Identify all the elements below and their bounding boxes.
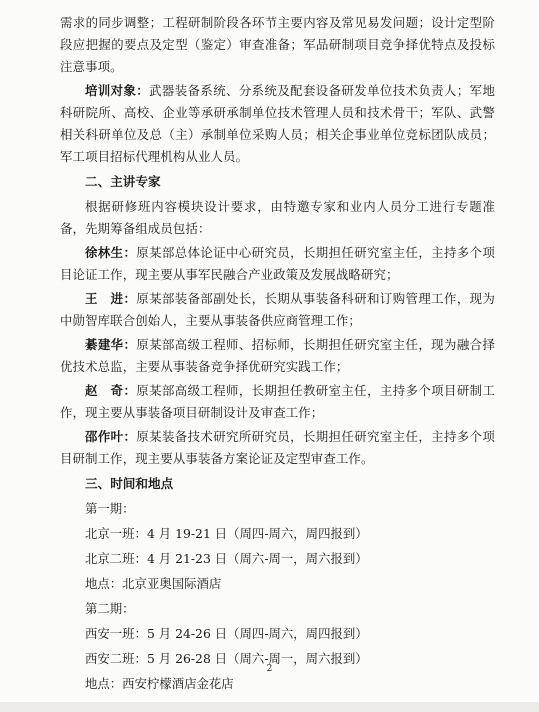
session-class: 北京一班：4 月 19-21 日（周四-周六，周四报到） — [85, 526, 368, 541]
section-heading-time-place: 三、时间和地点 — [85, 476, 174, 491]
audience-label: 培训对象： — [85, 83, 150, 98]
expert-name: 邵作叶： — [85, 429, 137, 444]
expert-name: 綦建华： — [85, 337, 137, 352]
audience-paragraph — [60, 80, 495, 168]
expert-entry — [60, 334, 495, 378]
expert-entry — [60, 242, 495, 286]
session-class: 西安二班：5 月 26-28 日（周六-周一，周六报到） — [85, 651, 368, 666]
session-class: 北京二班：4 月 21-23 日（周六-周一，周六报到） — [85, 551, 368, 566]
session-title: 第一期： — [85, 501, 135, 516]
expert-name: 王 进： — [85, 291, 137, 306]
expert-name: 徐林生： — [85, 245, 137, 260]
intro-continuation: 需求的同步调整；工程研制阶段各环节主要内容及常见易发问题；设计定型阶段应把握的要点及定型（鉴定）审查准备；军品研制项目竞争择优特点及投标注意事项。 — [60, 15, 495, 74]
expert-bio: 原某装备技术研究所研究员，长期担任研究室主任，主持多个项目研制工作，现主要从事装备方案论证及定型审查工作。 — [60, 429, 496, 466]
section-heading-experts: 二、主讲专家 — [85, 174, 161, 189]
session-venue: 地点：北京亚奥国际酒店 — [85, 576, 222, 591]
session-title: 第二期： — [85, 601, 135, 616]
expert-name: 赵 奇： — [85, 383, 137, 398]
expert-entry — [60, 426, 495, 470]
audience-text: 武器装备系统、分系统及配套设备研发单位技术负责人；军地科研院所、高校、企业等承研承制单位技术管理人员和技术骨干；军队、武警相关科研单位及总（主）承制单位采购人员；相关企事业单位竞标团队成员；军工项目招标代理机构从业人员。 — [60, 83, 495, 164]
expert-entry — [60, 288, 495, 332]
session-venue: 地点：西安柠檬酒店金花店 — [85, 676, 234, 691]
experts-intro: 根据研修班内容模块设计要求，由特邀专家和业内人员分工进行专题准备，先期筹备组成员包括： — [60, 199, 495, 236]
session-class: 西安一班：5 月 24-26 日（周四-周六，周四报到） — [85, 626, 368, 641]
expert-bio: 原某部高级工程师、招标师，长期担任研究室主任，现为融合择优技术总监，主要从事装备竞争择优研究实践工作； — [60, 337, 496, 374]
expert-bio: 原某部总体论证中心研究员，长期担任研究室主任，主持多个项目论证工作，现主要从事军民融合产业政策及发展战略研究； — [60, 245, 496, 282]
expert-entry — [60, 380, 495, 424]
expert-bio: 原某部装备部副处长，长期从事装备科研和订购管理工作，现为中勋智库联合创始人，主要从事装备供应商管理工作； — [60, 291, 496, 328]
expert-bio: 原某部高级工程师，长期担任教研室主任，主持多个项目研制工作，现主要从事装备项目研制设计及审查工作； — [60, 383, 496, 420]
page-number: 2 — [266, 664, 273, 674]
